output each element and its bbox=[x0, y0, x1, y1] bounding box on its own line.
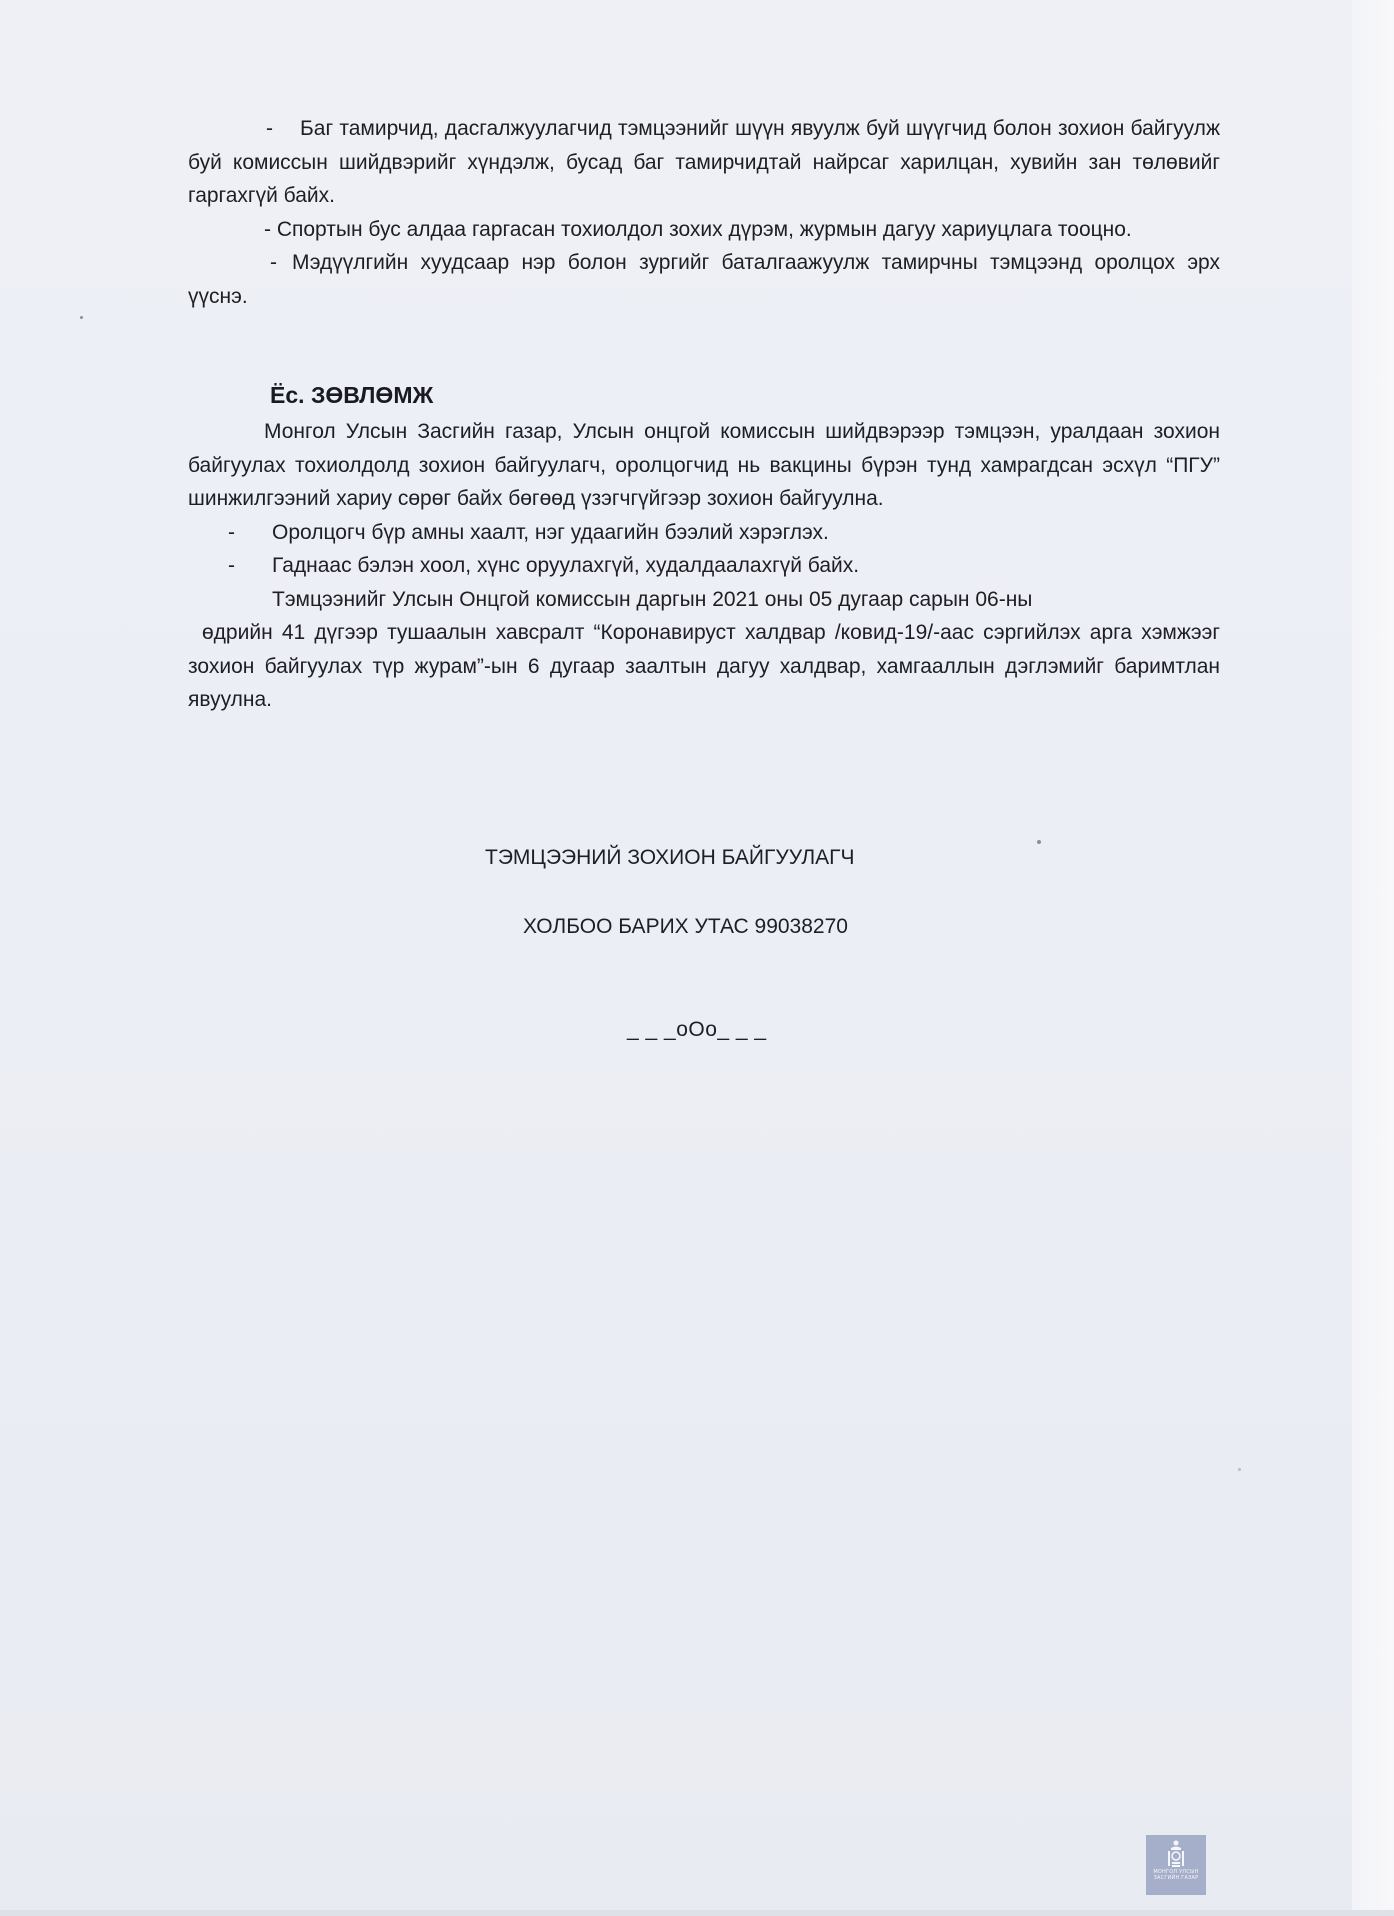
scan-speck bbox=[1238, 1468, 1241, 1471]
organizer-title: ТЭМЦЭЭНИЙ ЗОХИОН БАЙГУУЛАГЧ bbox=[485, 846, 855, 869]
bullet-2-dash: - bbox=[228, 554, 235, 577]
soyombo-emblem-icon bbox=[1165, 1839, 1187, 1869]
rule-2-text: - Спортын бус алдаа гаргасан тохиолдол зохих дүрэм, журмын дагуу хариуцлага тооцно. bbox=[264, 217, 1132, 241]
recommendation-bullet-2 bbox=[188, 549, 1220, 583]
rule-1-text: Баг тамирчид, дасгалжуулагчид тэмцээнийг шүүн явуулж буй шүүгчид болон зохион байгуулж буй комиссын шийдвэрийг хүндэлж, бусад баг тамирчидтай найрсаг харилцан, хувийн зан төлөвийг гаргахгүй байх. bbox=[188, 117, 1220, 207]
scan-speck bbox=[80, 316, 83, 319]
recommendation-bullet-1 bbox=[188, 516, 1220, 550]
section-heading: Ёс. ЗӨВЛӨМЖ bbox=[270, 382, 434, 408]
scan-bottom-edge bbox=[0, 1910, 1394, 1916]
scan-edge-strip bbox=[1352, 0, 1394, 1916]
closing-rest: өдрийн 41 дүгээр тушаалын хавсралт “Коронавируст халдвар /ковид-19/-аас сэргийлэх арга хэмжээг зохион байгуулах түр журам”-ын 6 дугаар заалтын дагуу халдвар, хамгааллын дэглэмийг баримтлан явуулна. bbox=[188, 621, 1220, 711]
government-logo bbox=[1146, 1835, 1206, 1895]
closing-line-1: Тэмцээнийг Улсын Онцгой комиссын даргын 2021 оны 05 дугаар сарын 06-ны bbox=[272, 587, 1033, 611]
rule-3-text: Мэдүүлгийн хуудсаар нэр болон зургийг баталгаажуулж тамирчны тэмцээнд оролцох эрх үүснэ. bbox=[188, 251, 1220, 308]
logo-caption: МОНГОЛ УЛСЫН ЗАСГИЙН ГАЗАР bbox=[1153, 1869, 1199, 1881]
bullet-2-text: Гаднаас бэлэн хоол, хүнс оруулахгүй, худалдаалахгүй байх. bbox=[272, 554, 860, 577]
recommendation-intro: Монгол Улсын Засгийн газар, Улсын онцгой комиссын шийдвэрээр тэмцээн, уралдаан зохион байгуулах тохиолдолд зохион байгуулагч, оролцогчид нь вакцины бүрэн тунд хамрагдсан эсхүл “ПГУ” шинжилгээний хариу сөрөг байх бөгөөд үзэгчгүйгээр зохион байгуулна. bbox=[188, 420, 1220, 510]
rule-1-dash: - bbox=[266, 117, 273, 140]
bullet-1-text: Оролцогч бүр амны хаалт, нэг удаагийн бээлий хэрэглэх. bbox=[272, 520, 829, 544]
recommendation-block bbox=[188, 415, 1220, 717]
scan-speck bbox=[1037, 840, 1041, 844]
contact-phone: ХОЛБОО БАРИХ УТАС 99038270 bbox=[523, 915, 848, 938]
bullet-1-dash: - bbox=[228, 520, 235, 544]
rule-3-dash: - bbox=[270, 251, 277, 274]
end-mark: _ _ _oOo_ _ _ bbox=[627, 1018, 767, 1041]
rules-block bbox=[188, 112, 1220, 313]
